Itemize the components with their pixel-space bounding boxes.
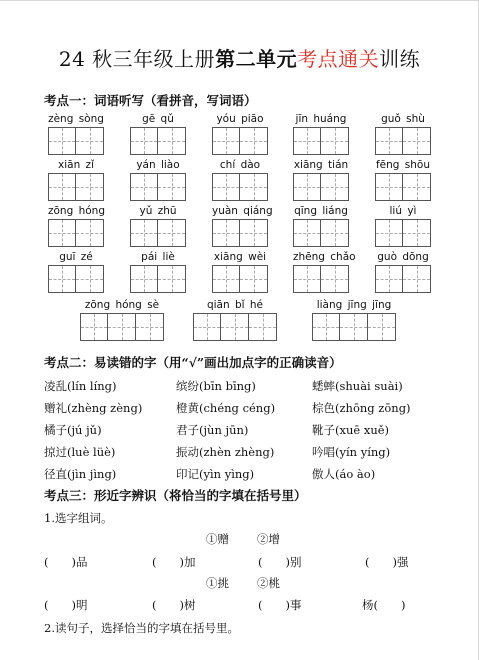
writing-cell[interactable] — [221, 313, 249, 341]
dictation-item — [80, 299, 164, 341]
writing-grid — [130, 173, 186, 201]
group2-blank-4[interactable]: 杨( ) — [362, 598, 406, 612]
writing-cell[interactable] — [76, 219, 104, 247]
writing-cell[interactable] — [293, 219, 321, 247]
pronunciation-item[interactable]: 径直(jìn jìng) — [44, 467, 117, 481]
pinyin-label: jīn huáng — [295, 113, 347, 125]
writing-grid — [375, 127, 431, 155]
pronunciation-item[interactable]: 振动(zhèn zhèng) — [176, 445, 275, 459]
writing-cell[interactable] — [403, 265, 431, 293]
writing-cell[interactable] — [375, 173, 403, 201]
pinyin-label: liú yì — [389, 205, 417, 217]
pinyin-label: yuàn qiáng — [212, 205, 273, 217]
group1-blank-2[interactable]: ( )加 — [152, 555, 196, 569]
title-highlight: 考点通关 — [297, 47, 380, 71]
group2-option-1: ①挑 — [206, 576, 229, 590]
writing-cell[interactable] — [321, 173, 349, 201]
dictation-item — [48, 251, 104, 293]
writing-grid — [212, 127, 268, 155]
pinyin-label: yán liào — [136, 159, 180, 171]
writing-cell[interactable] — [321, 127, 349, 155]
dictation-item — [130, 159, 186, 201]
writing-grid — [375, 219, 431, 247]
writing-cell[interactable] — [193, 313, 221, 341]
writing-grid — [48, 173, 104, 201]
group2-blank-3[interactable]: ( )事 — [258, 598, 302, 612]
dictation-item — [212, 205, 273, 247]
writing-grid — [48, 127, 104, 155]
title-suffix: 训练 — [379, 47, 421, 71]
writing-cell[interactable] — [368, 313, 396, 341]
writing-cell[interactable] — [293, 127, 321, 155]
writing-cell[interactable] — [76, 173, 104, 201]
writing-cell[interactable] — [403, 173, 431, 201]
writing-cell[interactable] — [240, 173, 268, 201]
pronunciation-item[interactable]: 傲人(áo ào) — [312, 467, 376, 481]
pronunciation-item[interactable]: 吟唱(yín yíng) — [312, 445, 391, 459]
writing-cell[interactable] — [136, 313, 164, 341]
dictation-item — [212, 113, 268, 155]
pronunciation-item[interactable]: 棕色(zhōng zōng) — [312, 401, 411, 415]
writing-cell[interactable] — [240, 219, 268, 247]
writing-grid — [312, 313, 396, 341]
writing-cell[interactable] — [158, 127, 186, 155]
pronunciation-item[interactable]: 印记(yìn yìng) — [176, 467, 255, 481]
pinyin-label: yóu piāo — [216, 113, 264, 125]
writing-cell[interactable] — [108, 313, 136, 341]
pronunciation-item[interactable]: 缤纷(bīn bīng) — [176, 379, 256, 393]
dictation-item — [212, 159, 268, 201]
writing-cell[interactable] — [293, 265, 321, 293]
dictation-item — [193, 299, 277, 341]
pinyin-label: xiān zǐ — [58, 159, 94, 171]
pinyin-label: guī zé — [59, 251, 93, 263]
writing-grid — [48, 219, 105, 247]
dictation-item — [130, 251, 186, 293]
writing-cell[interactable] — [403, 127, 431, 155]
writing-cell[interactable] — [76, 127, 104, 155]
group1-blank-1[interactable]: ( )品 — [44, 555, 88, 569]
pinyin-label: pái liè — [141, 251, 175, 263]
writing-grid — [212, 265, 268, 293]
pinyin-label: gē qǔ — [142, 113, 174, 125]
writing-grid — [293, 127, 349, 155]
writing-grid — [212, 219, 273, 247]
group2-option-2: ②桃 — [257, 576, 280, 590]
dictation-item — [375, 251, 431, 293]
pinyin-label: liàng jīng jīng — [316, 299, 392, 311]
writing-cell[interactable] — [158, 173, 186, 201]
pinyin-label: xiāng tián — [293, 159, 349, 171]
writing-cell[interactable] — [375, 265, 403, 293]
writing-cell[interactable] — [340, 313, 368, 341]
pronunciation-item[interactable]: 掠过(luè lüè) — [44, 445, 116, 459]
writing-cell[interactable] — [212, 219, 240, 247]
writing-grid — [80, 313, 164, 341]
writing-cell[interactable] — [76, 265, 104, 293]
pronunciation-item[interactable]: 君子(jùn jūn) — [176, 423, 249, 437]
writing-cell[interactable] — [321, 265, 349, 293]
writing-grid — [375, 173, 431, 201]
dictation-item — [293, 113, 349, 155]
writing-cell[interactable] — [375, 127, 403, 155]
group1-blank-3[interactable]: ( )别 — [258, 555, 302, 569]
writing-cell[interactable] — [48, 173, 76, 201]
writing-grid — [193, 313, 277, 341]
writing-cell[interactable] — [130, 173, 158, 201]
writing-cell[interactable] — [240, 265, 268, 293]
writing-grid — [130, 219, 186, 247]
dictation-item — [48, 159, 104, 201]
writing-grid — [293, 265, 356, 293]
section1-heading: 考点一：词语听写（看拼音，写词语） — [44, 93, 257, 108]
dictation-item — [375, 113, 431, 155]
pinyin-label: zōng hóng sè — [84, 299, 160, 311]
writing-cell[interactable] — [130, 219, 158, 247]
writing-cell[interactable] — [158, 219, 186, 247]
pinyin-label: xiāng wèi — [213, 251, 267, 263]
writing-cell[interactable] — [249, 313, 277, 341]
dictation-item — [375, 159, 431, 201]
group1-blank-4[interactable]: ( )强 — [365, 555, 409, 569]
writing-cell[interactable] — [48, 265, 76, 293]
pinyin-label: zōng hóng — [48, 205, 105, 217]
dictation-item — [130, 205, 186, 247]
dictation-item — [212, 251, 268, 293]
pronunciation-item[interactable]: 赠礼(zhèng zèng) — [44, 401, 143, 415]
section3-heading: 考点三：形近字辨识（将恰当的字填在括号里） — [44, 488, 307, 503]
writing-cell[interactable] — [158, 265, 186, 293]
writing-cell[interactable] — [212, 127, 240, 155]
writing-cell[interactable] — [48, 219, 76, 247]
dictation-item — [293, 251, 356, 293]
writing-cell[interactable] — [212, 173, 240, 201]
pronunciation-item[interactable]: 靴子(xuē xuě) — [312, 423, 390, 437]
writing-cell[interactable] — [321, 219, 349, 247]
pinyin-label: yǔ zhū — [139, 205, 177, 217]
pronunciation-item[interactable]: 蟋蟀(shuài suài) — [312, 379, 403, 393]
pinyin-label: qiān bǐ hé — [206, 299, 264, 311]
worksheet-title — [0, 43, 479, 72]
dictation-item — [312, 299, 396, 341]
group1-option-1: ①赠 — [206, 532, 229, 546]
pinyin-label: chí dào — [219, 159, 261, 171]
pinyin-label: zhēng chǎo — [293, 251, 356, 263]
writing-cell[interactable] — [130, 127, 158, 155]
dictation-item — [293, 205, 349, 247]
pronunciation-item[interactable]: 橘子(jú jǔ) — [44, 423, 102, 437]
dictation-item — [130, 113, 186, 155]
group2-blank-1[interactable]: ( )明 — [44, 598, 88, 612]
writing-grid — [375, 265, 431, 293]
writing-cell[interactable] — [375, 219, 403, 247]
writing-cell[interactable] — [80, 313, 108, 341]
pinyin-label: fēng shōu — [375, 159, 431, 171]
dictation-item — [48, 205, 105, 247]
title-unit: 第二单元 — [215, 47, 298, 71]
writing-cell[interactable] — [212, 265, 240, 293]
writing-grid — [293, 219, 349, 247]
pinyin-label: qīng liáng — [294, 205, 348, 217]
writing-grid — [130, 127, 186, 155]
writing-grid — [130, 265, 186, 293]
dictation-item — [375, 205, 431, 247]
section2-heading: 考点二：易读错的字（用“√”画出加点字的正确读音） — [44, 355, 342, 370]
pinyin-label: guǒ shù — [381, 113, 425, 125]
writing-grid — [48, 265, 104, 293]
question-1-label: 1.选字组词。 — [44, 511, 113, 525]
group2-blank-2[interactable]: ( )树 — [152, 598, 196, 612]
title-prefix: 24 秋三年级上册 — [58, 47, 216, 71]
question-2-label: 2.读句子，选择恰当的字填在括号里。 — [44, 621, 239, 635]
writing-grid — [293, 173, 349, 201]
writing-grid — [212, 173, 268, 201]
pinyin-label: guò dōng — [377, 251, 429, 263]
pronunciation-item[interactable]: 橙黄(chéng céng) — [176, 401, 276, 415]
writing-cell[interactable] — [312, 313, 340, 341]
writing-cell[interactable] — [293, 173, 321, 201]
writing-cell[interactable] — [240, 127, 268, 155]
pronunciation-item[interactable]: 凌乱(lín líng) — [44, 379, 117, 393]
group1-option-2: ②增 — [257, 532, 280, 546]
writing-cell[interactable] — [48, 127, 76, 155]
writing-cell[interactable] — [403, 219, 431, 247]
pinyin-label: zèng sòng — [48, 113, 104, 125]
writing-cell[interactable] — [130, 265, 158, 293]
dictation-item — [293, 159, 349, 201]
dictation-item — [48, 113, 104, 155]
